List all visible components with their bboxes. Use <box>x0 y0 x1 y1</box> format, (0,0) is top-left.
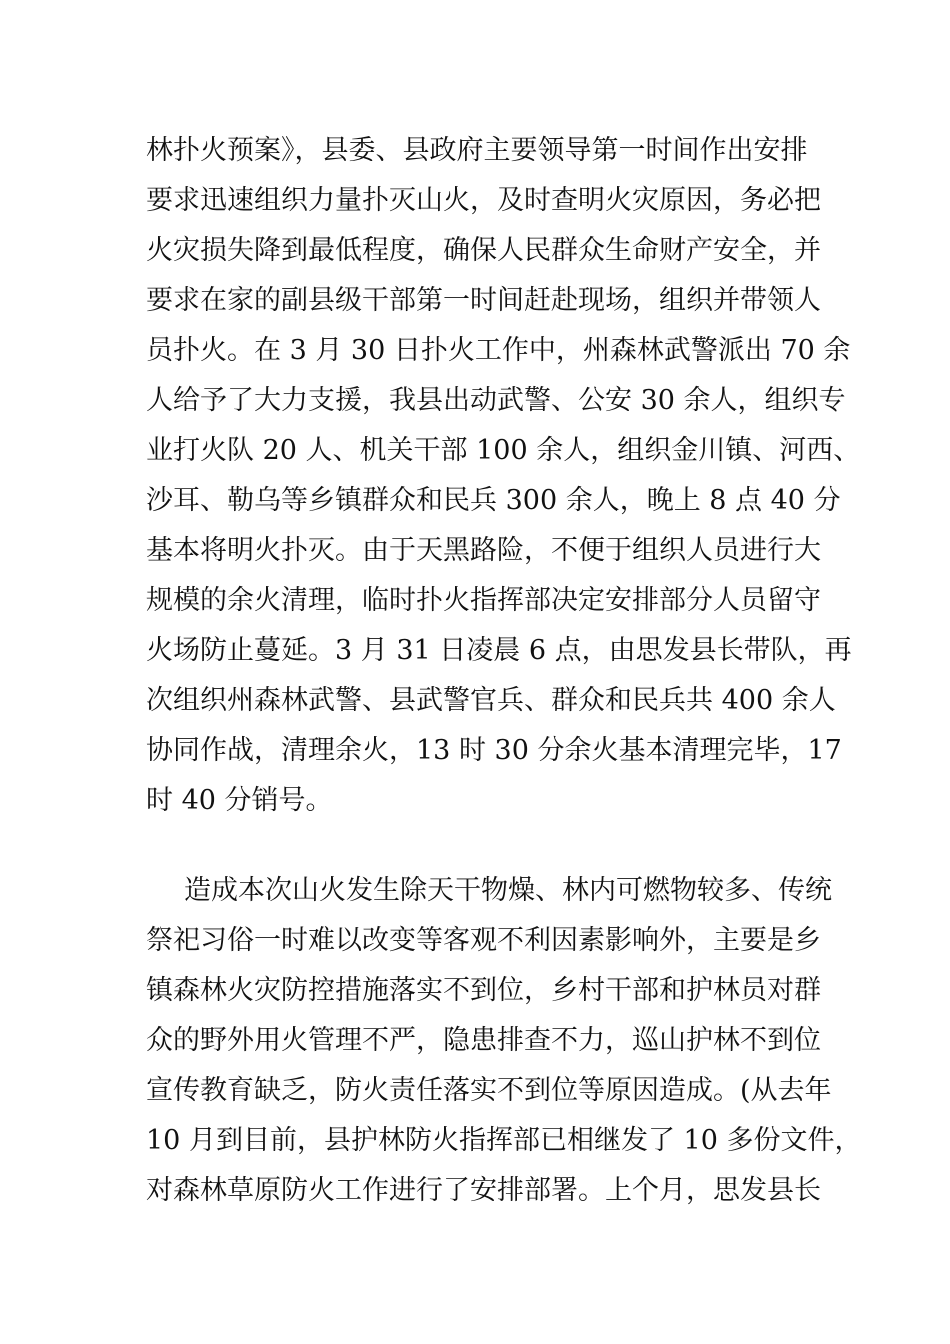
text-line: 要求在家的副县级干部第一时间赶赴现场，组织并带领人 <box>146 285 821 316</box>
text-line: 造成本次山火发生除天干物燥、林内可燃物较多、传统 <box>184 875 832 906</box>
text-line: 业打火队 20 人、机关干部 100 余人，组织金川镇、河西、 <box>146 435 861 466</box>
text-line: 10 月到目前，县护林防火指挥部已相继发了 10 多份文件， <box>146 1125 862 1156</box>
text-line: 祭祀习俗一时难以改变等客观不利因素影响外，主要是乡 <box>146 925 821 956</box>
text-line: 众的野外用火管理不严，隐患排查不力，巡山护林不到位 <box>146 1025 821 1056</box>
text-line: 时 40 分销号。 <box>146 785 333 816</box>
text-line: 对森林草原防火工作进行了安排部署。上个月，思发县长 <box>146 1175 821 1206</box>
text-line: 次组织州森林武警、县武警官兵、群众和民兵共 400 余人 <box>146 685 836 716</box>
text-line: 规模的余火清理，临时扑火指挥部决定安排部分人员留守 <box>146 585 821 616</box>
text-line: 协同作战，清理余火，13 时 30 分余火基本清理完毕，17 <box>146 735 842 766</box>
text-line: 火场防止蔓延。3 月 31 日凌晨 6 点，由思发县长带队，再 <box>146 635 852 666</box>
text-line: 林扑火预案》，县委、县政府主要领导第一时间作出安排 <box>146 135 808 166</box>
text-line: 员扑火。在 3 月 30 日扑火工作中，州森林武警派出 70 余 <box>146 335 851 366</box>
text-line: 人给予了大力支援，我县出动武警、公安 30 余人，组织专 <box>146 385 846 416</box>
text-line: 宣传教育缺乏，防火责任落实不到位等原因造成。(从去年 <box>146 1075 832 1106</box>
text-line: 基本将明火扑灭。由于天黑路险，不便于组织人员进行大 <box>146 535 821 566</box>
text-line: 镇森林火灾防控措施落实不到位，乡村干部和护林员对群 <box>146 975 821 1006</box>
text-line: 要求迅速组织力量扑灭山火，及时查明火灾原因，务必把 <box>146 185 821 216</box>
text-line: 沙耳、勒乌等乡镇群众和民兵 300 余人，晚上 8 点 40 分 <box>146 485 841 516</box>
text-line: 火灾损失降到最低程度，确保人民群众生命财产安全，并 <box>146 235 821 266</box>
